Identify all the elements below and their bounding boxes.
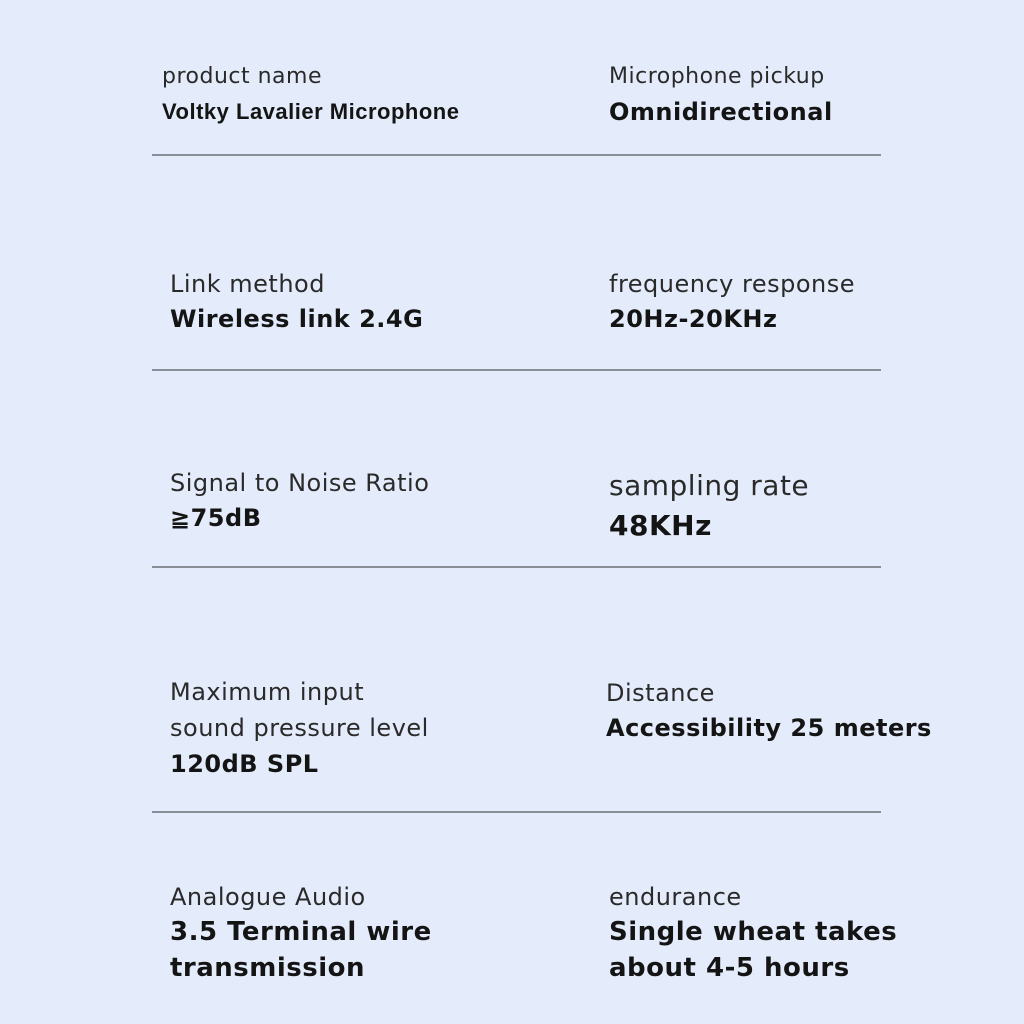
spec-label: Signal to Noise Ratio <box>170 469 430 497</box>
spec-value-line2: about 4-5 hours <box>609 953 850 983</box>
spec-analogue-audio <box>170 880 432 986</box>
spec-value: 3.5 Terminal wire <box>170 917 432 947</box>
spec-signal-to-noise <box>170 466 429 536</box>
spec-microphone-pickup <box>609 60 833 130</box>
spec-label-line2: sound pressure level <box>170 714 429 742</box>
spec-frequency-response <box>609 267 855 337</box>
spec-max-input-spl <box>170 674 429 782</box>
spec-value: Single wheat takes <box>609 917 898 947</box>
spec-endurance <box>609 880 897 986</box>
spec-value: Omnidirectional <box>609 98 833 126</box>
spec-label: Analogue Audio <box>170 883 366 911</box>
spec-label: sampling rate <box>609 469 810 502</box>
spec-label: Distance <box>606 679 715 707</box>
divider <box>152 566 881 568</box>
spec-product-name <box>162 60 459 130</box>
spec-label: Microphone pickup <box>609 64 825 89</box>
divider <box>152 154 881 156</box>
spec-label: endurance <box>609 883 742 911</box>
spec-value: Wireless link 2.4G <box>170 305 424 333</box>
spec-distance <box>606 676 932 746</box>
spec-value: 120dB SPL <box>170 750 319 778</box>
spec-value: Voltky Lavalier Microphone <box>162 99 460 124</box>
spec-value: 48KHz <box>609 509 712 542</box>
spec-link-method <box>170 267 423 337</box>
spec-label: Link method <box>170 270 325 298</box>
divider <box>152 369 881 371</box>
spec-label: product name <box>162 64 322 89</box>
divider <box>152 811 881 813</box>
spec-value: ≧75dB <box>170 504 262 532</box>
spec-value-line2: transmission <box>170 953 366 983</box>
spec-sampling-rate <box>609 466 809 546</box>
spec-value: Accessibility 25 meters <box>606 714 932 742</box>
spec-label: Maximum input <box>170 678 365 706</box>
spec-value: 20Hz-20KHz <box>609 305 778 333</box>
spec-label: frequency response <box>609 270 856 298</box>
